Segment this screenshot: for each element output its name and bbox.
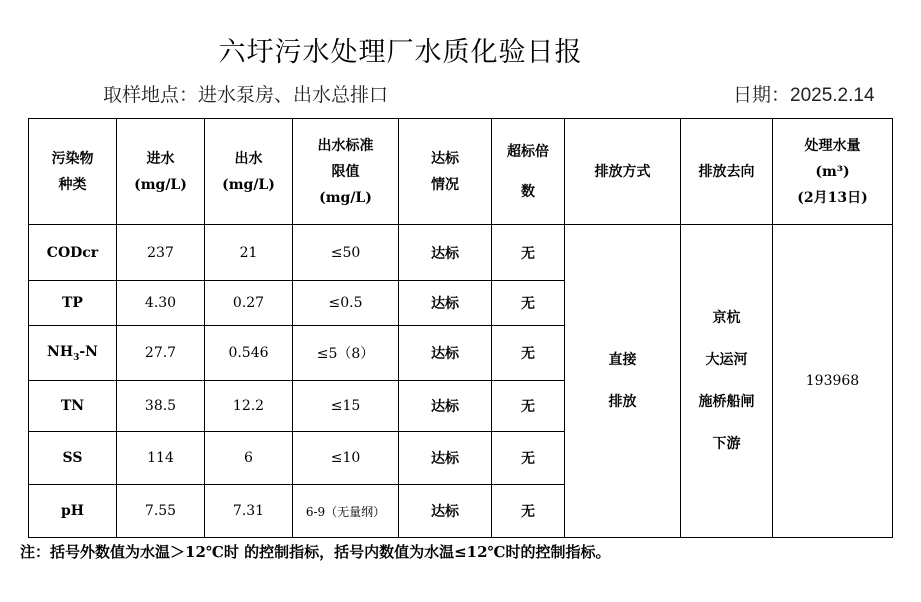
header-volume: 处理水量 (m³) (2月13日) [773,119,893,225]
exceed-cell: 无 [492,432,565,485]
report-title: 六圩污水处理厂水质化验日报 [218,37,583,68]
param-cell: CODcr [29,225,117,281]
param-cell: $NH_3-N$ [29,326,117,381]
header-pollutant: 污染物 种类 [29,119,117,225]
influent-cell: 237 [117,225,205,281]
status-cell: 达标 [399,326,492,381]
effluent-cell: 12.2 [205,381,293,432]
standard-cell: ≤10 [293,432,399,485]
status-cell: 达标 [399,281,492,326]
exceed-cell: 无 [492,225,565,281]
header-row [29,119,893,225]
volume-value: 193968 [773,225,893,538]
header-standard: 出水标准 限值 (mg/L) [293,119,399,225]
param-cell: TP [29,281,117,326]
status-cell: 达标 [399,485,492,538]
influent-cell: 38.5 [117,381,205,432]
effluent-cell: 0.546 [205,326,293,381]
status-cell: 达标 [399,432,492,485]
param-cell: SS [29,432,117,485]
standard-cell: 6-9（无量纲） [293,485,399,538]
water-quality-table [28,118,893,538]
footnote: 注：括号外数值为水温＞12℃时 的控制指标，括号内数值为水温≤12℃时的控制指标。 [20,543,611,561]
standard-cell: ≤15 [293,381,399,432]
exceed-cell: 无 [492,326,565,381]
header-influent: 进水 (mg/L) [117,119,205,225]
report-date: 日期：2025.2.14 [733,85,875,106]
header-exceed: 超标倍 数 [492,119,565,225]
header-discharge-method: 排放方式 [565,119,681,225]
status-cell: 达标 [399,381,492,432]
effluent-cell: 7.31 [205,485,293,538]
standard-cell: ≤0.5 [293,281,399,326]
exceed-cell: 无 [492,381,565,432]
status-cell: 达标 [399,225,492,281]
discharge-destination-cell: 京杭 大运河 施桥船闸 下游 [681,225,773,538]
exceed-cell: 无 [492,281,565,326]
header-discharge-destination: 排放去向 [681,119,773,225]
discharge-method-cell: 直接 排放 [565,225,681,538]
influent-cell: 7.55 [117,485,205,538]
table-row [29,225,893,281]
standard-cell: ≤50 [293,225,399,281]
exceed-cell: 无 [492,485,565,538]
sampling-location: 取样地点：进水泵房、出水总排口 [103,84,389,106]
param-cell: pH [29,485,117,538]
effluent-cell: 21 [205,225,293,281]
influent-cell: 4.30 [117,281,205,326]
param-cell: TN [29,381,117,432]
effluent-cell: 6 [205,432,293,485]
influent-cell: 114 [117,432,205,485]
effluent-cell: 0.27 [205,281,293,326]
standard-cell: ≤5（8） [293,326,399,381]
influent-cell: 27.7 [117,326,205,381]
header-compliance: 达标 情况 [399,119,492,225]
header-effluent: 出水 (mg/L) [205,119,293,225]
